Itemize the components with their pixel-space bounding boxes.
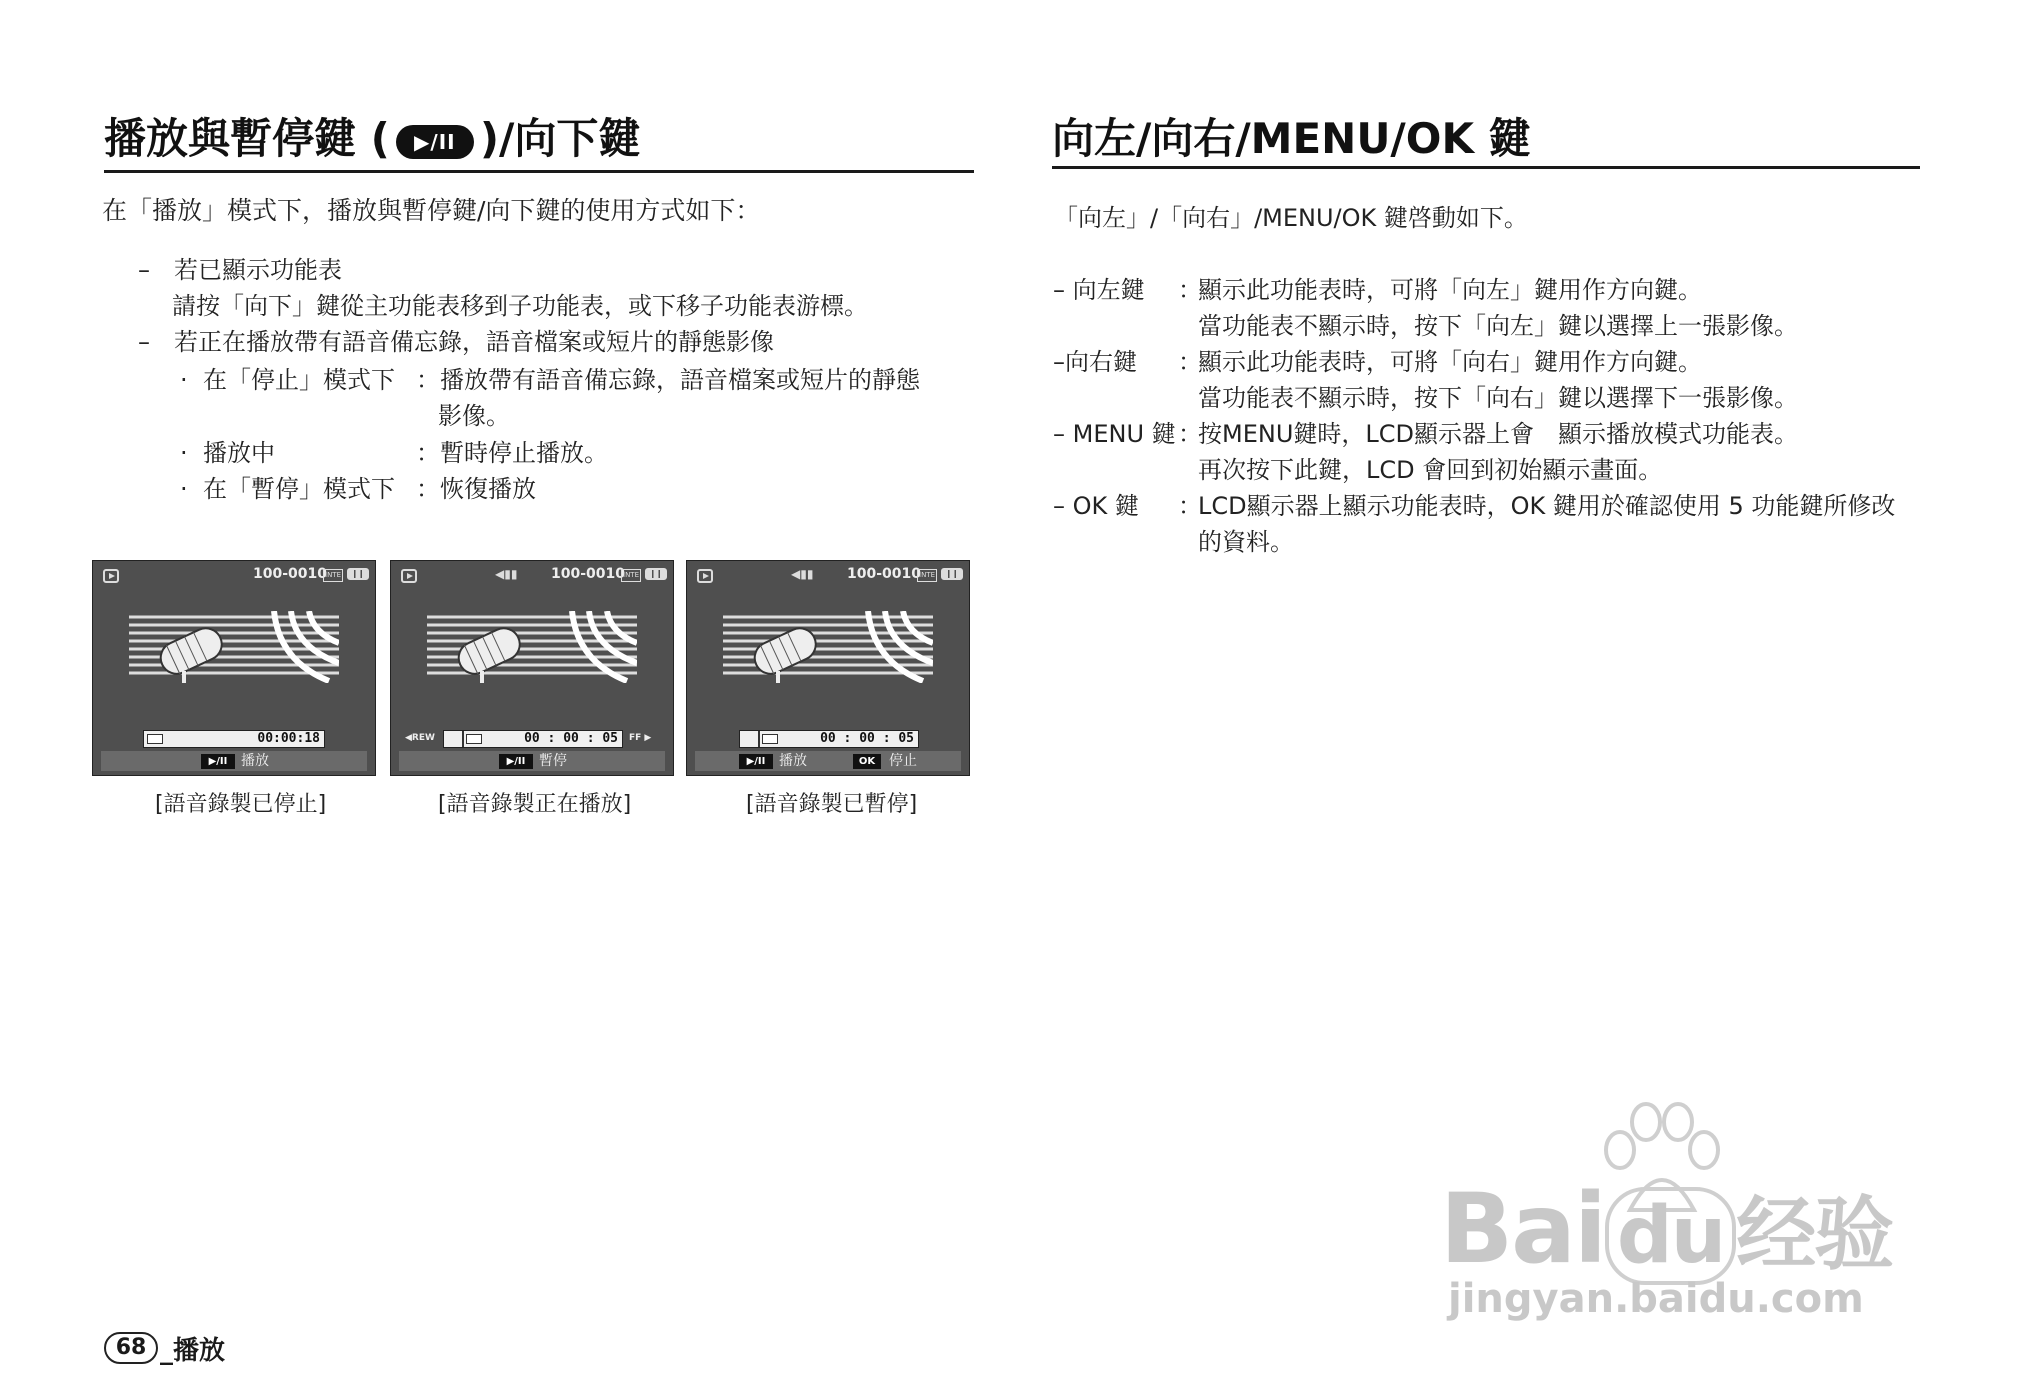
sub-item-playing-desc: ：暫時停止播放。	[416, 439, 608, 467]
right-key-term: –向右鍵	[1053, 348, 1137, 376]
right-key-desc2: 當功能表不顯示時，按下「向右」鍵以選擇下一張影像。	[1198, 384, 1798, 412]
voice-memo-microphone-icon	[129, 611, 339, 683]
bullet: ·	[180, 366, 188, 394]
list-item-menu-shown: – 若已顯示功能表	[138, 256, 342, 284]
sub-item-stop	[180, 362, 188, 398]
left-heading-text: 播放與暫停鍵 (	[104, 114, 390, 163]
play-pause-key-icon: ▶/II	[499, 754, 533, 769]
sub-item-pause-label: 在「暫停」模式下	[203, 475, 395, 503]
memory-badge-icon: INTE	[917, 569, 937, 582]
sub-item-playing-label: 播放中	[203, 439, 275, 467]
stop-indicator	[147, 734, 163, 744]
menu-key-desc2: 再次按下此鍵，LCD 會回到初始顯示畫面。	[1198, 456, 1663, 484]
battery-icon	[941, 568, 963, 580]
ok-key-colon: ：	[1178, 492, 1202, 520]
button-guide-bar	[695, 751, 961, 771]
volume-icon: ◀▮▮	[791, 567, 814, 581]
progress-fill	[762, 734, 778, 744]
battery-icon	[347, 568, 369, 580]
play-pause-key-icon: ▶/II	[201, 754, 235, 769]
page-number: 68	[104, 1332, 158, 1364]
menu-key-desc: 按MENU鍵時，LCD顯示器上會 顯示播放模式功能表。	[1198, 420, 1798, 448]
file-number: 100-0010	[847, 566, 921, 582]
list-item-menu-shown-desc: 請按「向下」鍵從主功能表移到子功能表，或下移子功能表游標。	[172, 292, 868, 320]
rewind-label: ◀REW	[405, 733, 435, 743]
baidu-jingyan-watermark	[1440, 1100, 1920, 1330]
watermark-du: du	[1605, 1187, 1736, 1285]
lcd-screen-paused	[686, 560, 970, 776]
elapsed-time: 00 : 00 : 05	[820, 731, 914, 746]
sub-item-playing-bullet: ·	[180, 439, 188, 467]
button-guide-label-play: 播放	[779, 753, 807, 769]
playback-mode-icon	[401, 569, 417, 583]
page-footer	[104, 1330, 225, 1366]
menu-key-colon: ：	[1178, 420, 1202, 448]
lcd-screen-stopped	[92, 560, 376, 776]
volume-icon: ◀▮▮	[495, 567, 518, 581]
menu-key-term: – MENU 鍵	[1053, 420, 1176, 448]
left-heading-rule	[104, 170, 974, 173]
battery-icon	[645, 568, 667, 580]
elapsed-time: 00:00:18	[257, 731, 320, 746]
playback-progress-bar	[739, 730, 919, 748]
playback-progress-bar	[443, 730, 623, 748]
progress-fill	[466, 734, 482, 744]
playback-mode-icon	[103, 569, 119, 583]
watermark-jingyan: 经验	[1736, 1188, 1893, 1281]
memory-badge-icon: INTE	[621, 569, 641, 582]
button-guide-label: 暫停	[539, 753, 567, 769]
watermark-brand: Bai	[1440, 1173, 1605, 1285]
playback-progress-bar	[143, 730, 325, 748]
right-intro: 「向左」/「向右」/MENU/OK 鍵啓動如下。	[1054, 204, 1528, 232]
sub-item-stop-label: 在「停止」模式下	[203, 366, 395, 394]
ok-key-icon: OK	[853, 754, 881, 769]
button-guide-bar	[101, 751, 367, 771]
watermark-url: jingyan.baidu.com	[1448, 1276, 1864, 1322]
voice-memo-microphone-icon	[427, 611, 637, 683]
memory-badge-icon: INTE	[323, 569, 343, 582]
left-heading-suffix: )/向下鍵	[479, 114, 641, 163]
ok-key-desc: LCD顯示器上顯示功能表時，OK 鍵用於確認使用 5 功能鍵所修改	[1198, 492, 1896, 520]
sub-item-pause-bullet: ·	[180, 475, 188, 503]
caption-playing: [語音錄製正在播放]	[438, 792, 632, 817]
button-guide-bar	[399, 751, 665, 771]
sub-item-pause-desc: ：恢復播放	[416, 475, 536, 503]
list-item-playing-media: – 若正在播放帶有語音備忘錄，語音檔案或短片的靜態影像	[138, 328, 774, 356]
caption-stopped: [語音錄製已停止]	[155, 792, 327, 817]
left-key-term: – 向左鍵	[1053, 276, 1145, 304]
progress-separator	[758, 731, 760, 747]
progress-separator	[462, 731, 464, 747]
file-number: 100-0010	[253, 566, 327, 582]
button-guide-label: 播放	[241, 753, 269, 769]
lcd-screen-playing	[390, 560, 674, 776]
fast-forward-label: FF ▶	[629, 733, 652, 743]
elapsed-time: 00 : 00 : 05	[524, 731, 618, 746]
caption-paused: [語音錄製已暫停]	[746, 792, 918, 817]
button-guide-label-stop: 停止	[889, 753, 917, 769]
section-name: _播放	[160, 1335, 226, 1366]
right-key-colon: ：	[1178, 348, 1202, 376]
left-key-desc: 顯示此功能表時，可將「向左」鍵用作方向鍵。	[1198, 276, 1702, 304]
left-key-colon: ：	[1178, 276, 1202, 304]
ok-key-term: – OK 鍵	[1053, 492, 1139, 520]
left-heading	[104, 114, 641, 163]
right-heading-rule	[1052, 166, 1920, 169]
left-key-desc2: 當功能表不顯示時，按下「向左」鍵以選擇上一張影像。	[1198, 312, 1798, 340]
left-intro: 在「播放」模式下，播放與暫停鍵/向下鍵的使用方式如下：	[102, 196, 761, 225]
playback-mode-icon	[697, 569, 713, 583]
ok-key-desc2: 的資料。	[1198, 528, 1294, 556]
voice-memo-microphone-icon	[723, 611, 933, 683]
right-key-desc: 顯示此功能表時，可將「向右」鍵用作方向鍵。	[1198, 348, 1702, 376]
watermark-text	[1440, 1170, 1892, 1285]
file-number: 100-0010	[551, 566, 625, 582]
play-pause-key-icon: ▶/II	[396, 125, 474, 159]
play-pause-key-icon: ▶/II	[739, 754, 773, 769]
sub-item-stop-desc2: 影像。	[438, 402, 510, 430]
right-heading: 向左/向右/MENU/OK 鍵	[1052, 114, 1531, 163]
sub-item-stop-desc: ：播放帶有語音備忘錄，語音檔案或短片的靜態	[416, 366, 920, 394]
